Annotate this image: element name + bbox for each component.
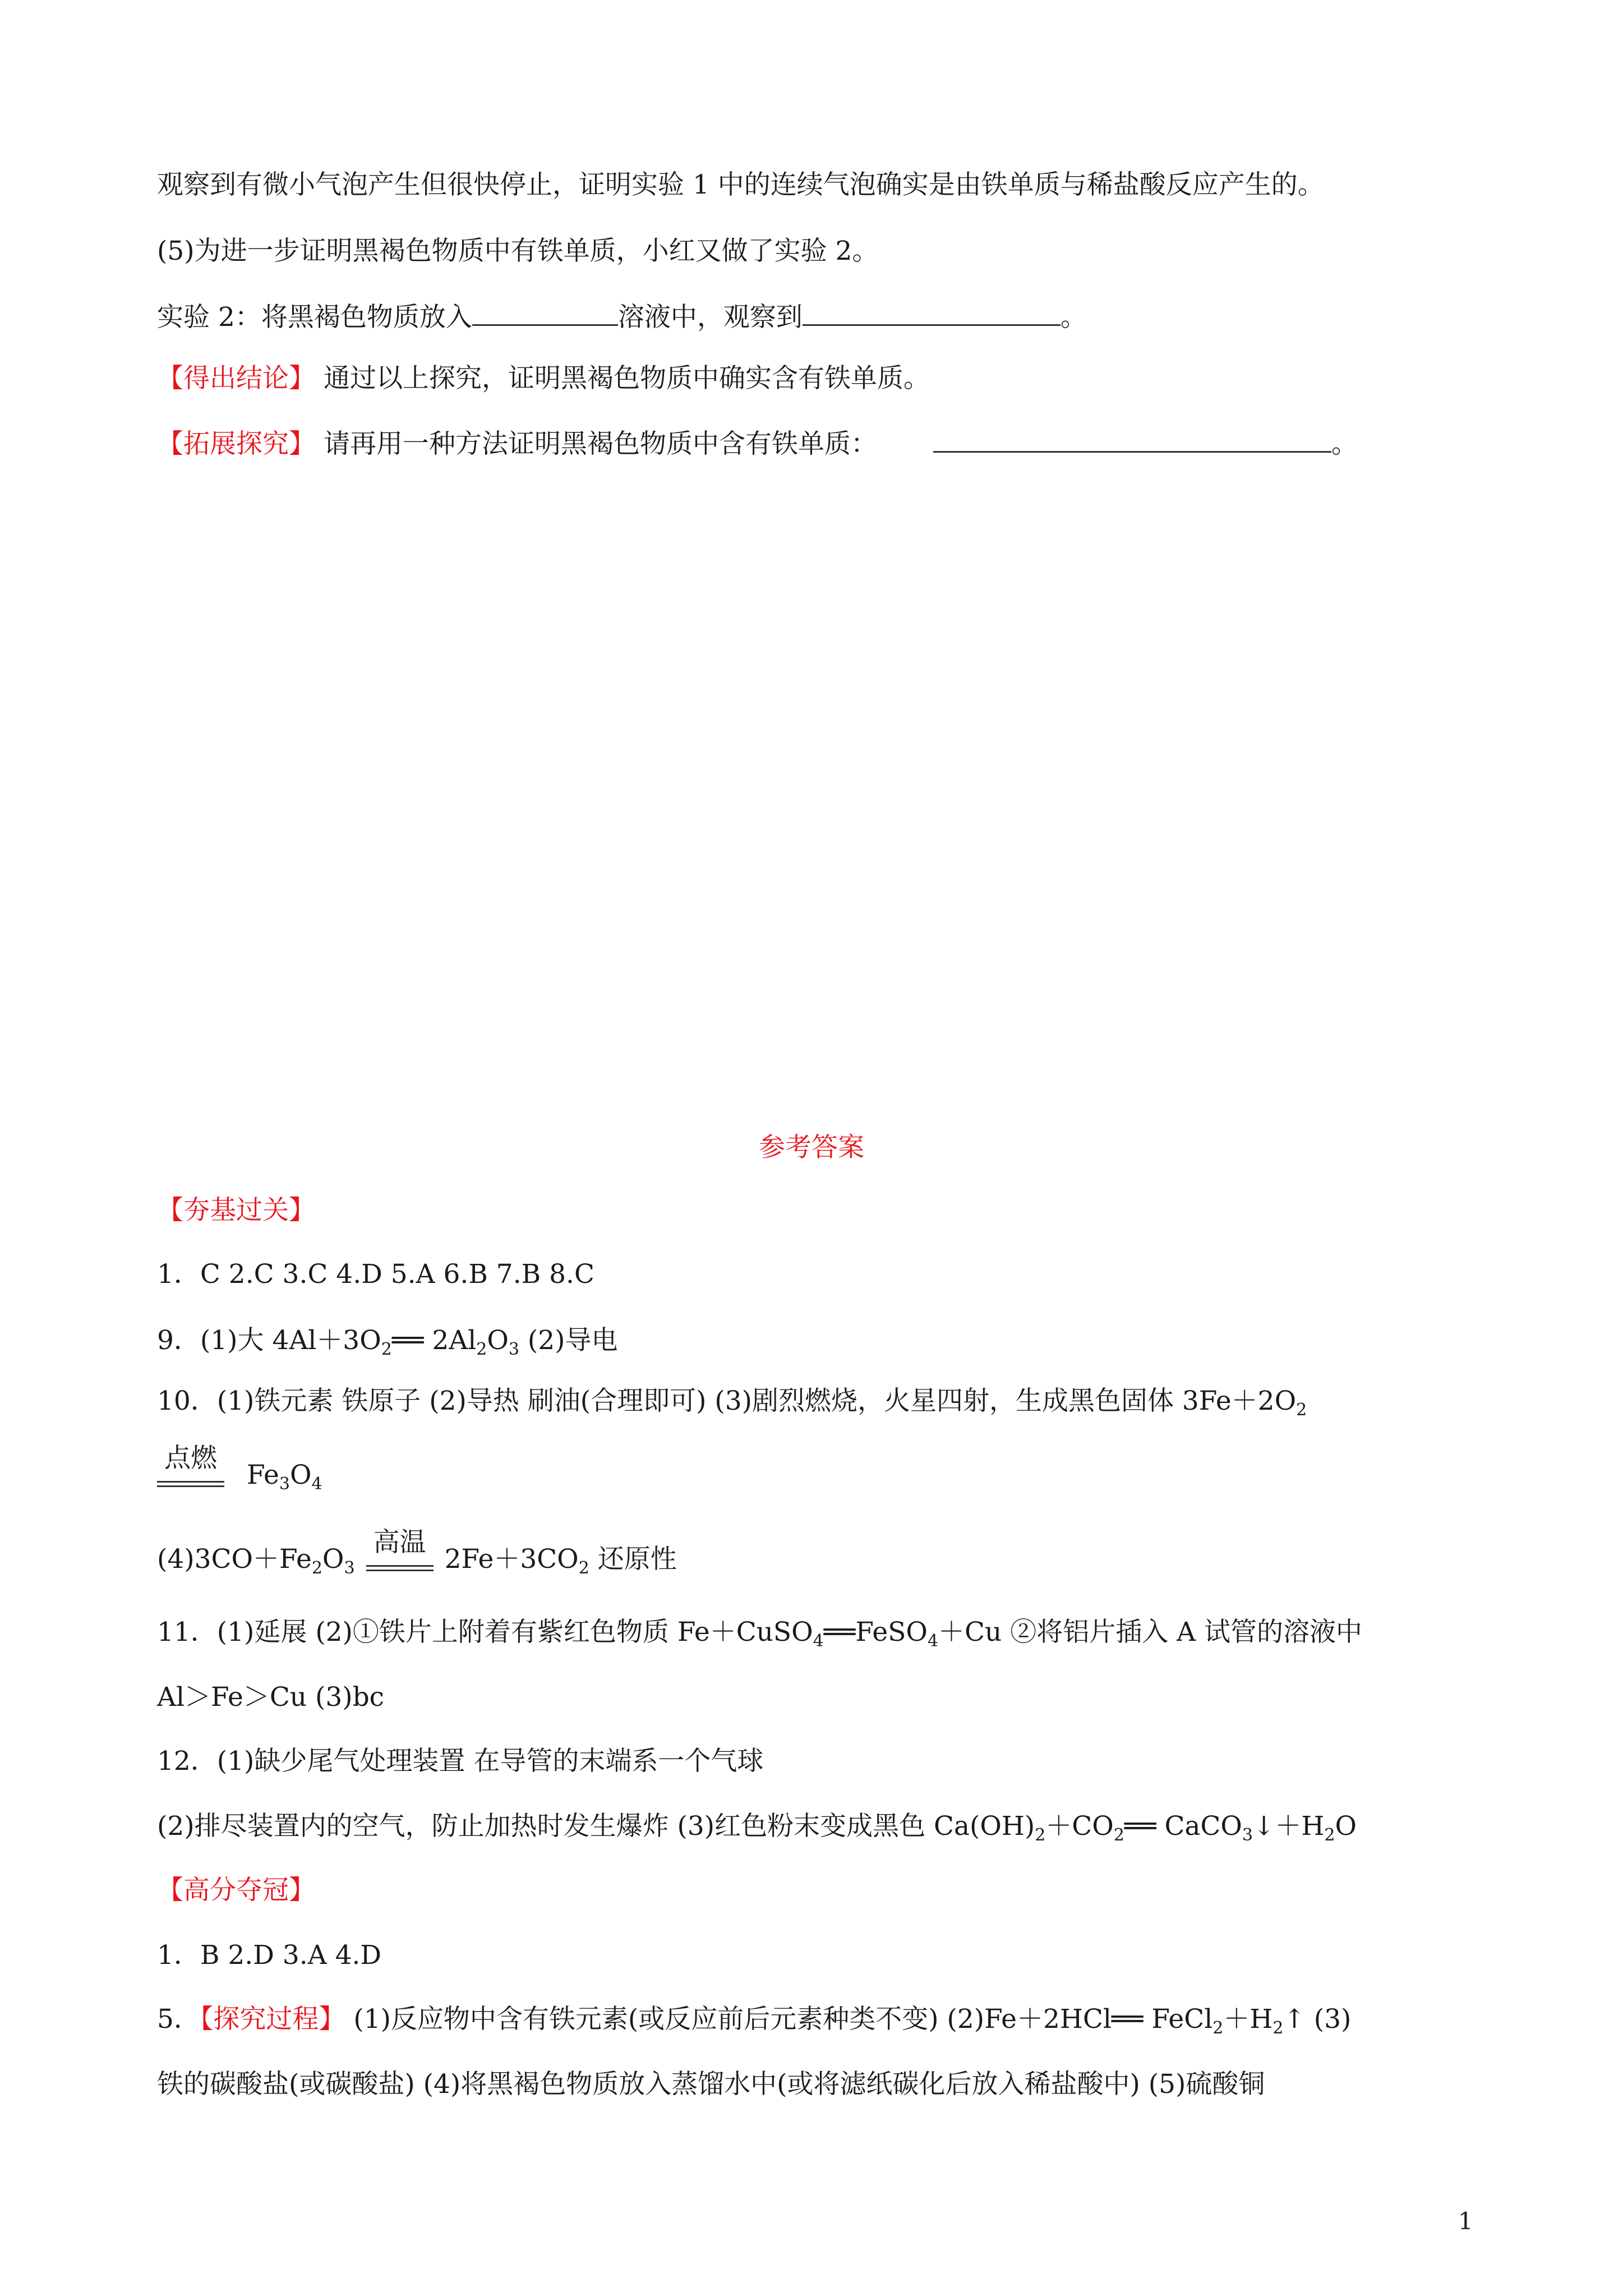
answer-11: 11．(1)延展 (2)①铁片上附着有紫红色物质 Fe＋CuSO$_4$══FeSO$_4$＋Cu ②将铝片插入 A 试管的溶液中 bbox=[157, 1617, 1363, 1651]
answer-9: 9．(1)大 $4Al+3O_2══$ $2Al_2O_3$ (2)导电 bbox=[157, 1325, 618, 1359]
answer-10-4: $(4)3CO+Fe_2O_3$ 高温 $2Fe+3CO_2$ 还原性 bbox=[157, 1527, 677, 1578]
text-line-1: 观察到有微小气泡产生但很快停止，证明实验 1 中的连续气泡确实是由铁单质与稀盐酸反应产生的。 bbox=[157, 169, 1324, 200]
condition-ignite: 点燃 bbox=[157, 1458, 224, 1492]
text-line-2: (5)为进一步证明黑褐色物质中有铁单质，小红又做了实验 2。 bbox=[157, 236, 879, 266]
process-tag: 【探究过程】 bbox=[200, 2004, 345, 2035]
answer-11-cont: Al＞Fe＞Cu (3)bc bbox=[157, 1682, 384, 1713]
answer-b5-cont: 铁的碳酸盐(或碳酸盐) (4)将黑褐色物质放入蒸馏水中(或将滤纸碳化后放入稀盐酸中) (5)硫酸铜 bbox=[157, 2069, 1265, 2100]
answer-12: 12．(1)缺少尾气处理装置 在导管的末端系一个气球 bbox=[157, 1746, 764, 1777]
answers-title: 参考答案 bbox=[759, 1132, 864, 1163]
condition-high-temp: 高温 bbox=[366, 1543, 434, 1576]
answer-1-8: 1．C 2.C 3.C 4.D 5.A 6.B 7.B 8.C bbox=[157, 1259, 594, 1290]
answer-blank[interactable] bbox=[803, 302, 1061, 326]
conclusion-tag: 【得出结论】 bbox=[157, 363, 315, 394]
section-advanced: 【高分夺冠】 bbox=[157, 1875, 315, 1906]
answer-12-cont: (2)排尽装置内的空气，防止加热时发生爆炸 (3)红色粉末变成黑色 $Ca(OH)_2+CO_2══$ $CaCO_3↓+H_2O$ bbox=[157, 1811, 1357, 1845]
page-number: 1 bbox=[1458, 2207, 1473, 2235]
conclusion-line: 【得出结论】 通过以上探究，证明黑褐色物质中确实含有铁单质。 bbox=[157, 363, 930, 394]
text-line-3: 实验 2：将黑褐色物质放入 溶液中，观察到 。 bbox=[157, 302, 1087, 333]
extension-line: 【拓展探究】 请再用一种方法证明黑褐色物质中含有铁单质： 。 bbox=[157, 429, 1358, 459]
answer-blank[interactable] bbox=[933, 429, 1331, 453]
answer-b5: 5．【探究过程】 (1)反应物中含有铁元素(或反应前后元素种类不变) (2)Fe＋2HCl══ $FeCl_2+H_2↑$ (3) bbox=[157, 2004, 1352, 2038]
answer-b1-4: 1．B 2.D 3.A 4.D bbox=[157, 1940, 382, 1971]
answer-10-cont: 点燃 $Fe_3O_4$ bbox=[157, 1458, 322, 1492]
answer-blank[interactable] bbox=[472, 302, 618, 326]
section-basic: 【夯基过关】 bbox=[157, 1195, 315, 1226]
extension-tag: 【拓展探究】 bbox=[157, 429, 315, 459]
answer-10: 10．(1)铁元素 铁原子 (2)导热 刷油(合理即可) (3)剧烈燃烧，火星四射，生成黑色固体 $3Fe+2O_2$ bbox=[157, 1386, 1307, 1420]
